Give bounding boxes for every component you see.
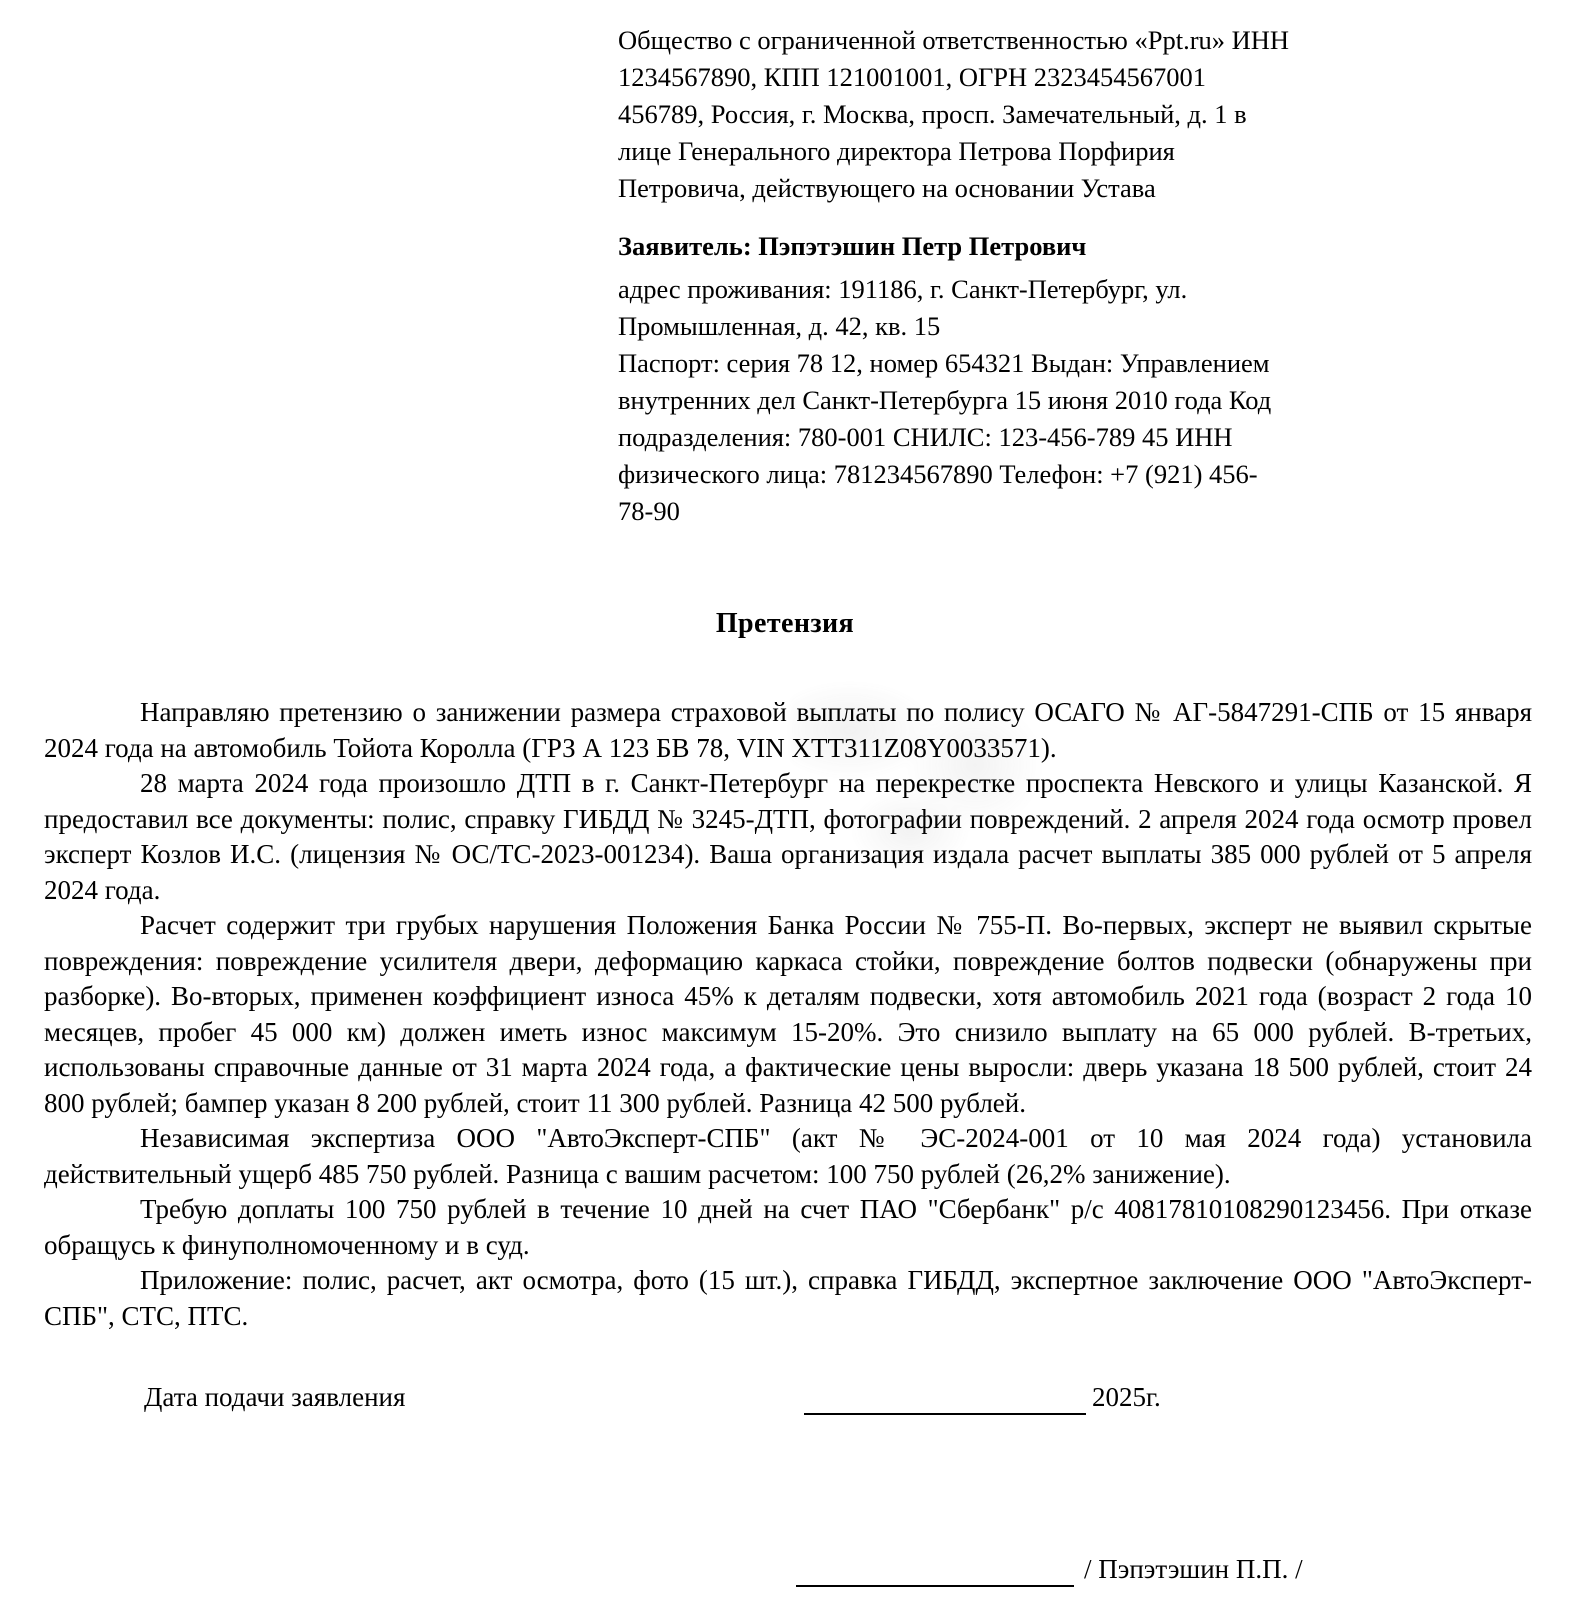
- applicant-passport-line-4: физического лица: 781234567890 Телефон: +7 (921) 456-: [618, 459, 1258, 489]
- addressee-line-2: 1234567890, КПП 121001001, ОГРН 2323454567001: [618, 62, 1207, 92]
- applicant-address-line-2: Промышленная, д. 42, кв. 15: [618, 311, 941, 341]
- date-label: Дата подачи заявления: [144, 1382, 406, 1412]
- signature-spacer: [44, 1432, 1532, 1550]
- addressee-line-4: лице Генерального директора Петрова Порфирия: [618, 136, 1175, 166]
- signature-row: [44, 1550, 1532, 1602]
- signer-name: / Пэпэтэшин П.П. /: [1084, 1554, 1303, 1584]
- applicant-passport-line-2: внутренних дел Санкт-Петербурга 15 июня 2010 года Код: [618, 385, 1272, 415]
- applicant-passport-line-3: подразделения: 780-001 СНИЛС: 123-456-789 45 ИНН: [618, 422, 1233, 452]
- date-row: [44, 1380, 1532, 1432]
- page-title: Претензия: [715, 608, 855, 639]
- applicant-address-line-1: адрес проживания: 191186, г. Санкт-Петербург, ул.: [618, 274, 1188, 304]
- applicant-block: [618, 228, 1318, 530]
- date-entry-line[interactable]: [804, 1412, 1086, 1415]
- body-paragraph-3: Расчет содержит три грубых нарушения Положения Банка России № 755-П. Во-первых, эксперт не выявил скрытые повреждения: повреждение усилителя двери, деформацию каркаса стойки, повреждение болтов подвески (обнаружены при разборке). Во-вторых, применен коэффициент износа 45% к деталям подвески, хотя автомобиль 2021 года (возраст 2 года 10 месяцев, пробег 45 000 км) должен иметь износ максимум 15-20%. Это снизило выплату на 65 000 рублей. В-третьих, использованы справочные данные от 31 марта 2024 года, а фактические цены выросли: дверь указана 18 500 рублей, стоит 24 800 рублей; бампер указан 8 200 рублей, стоит 11 300 рублей. Разница 42 500 рублей.: [44, 910, 1532, 1118]
- applicant-passport-line-1: Паспорт: серия 78 12, номер 654321 Выдан: Управлением: [618, 348, 1270, 378]
- signature-entry-line[interactable]: [796, 1584, 1074, 1587]
- body-paragraph-1: Направляю претензию о занижении размера страховой выплаты по полису ОСАГО № АГ-5847291-СПБ от 15 января 2024 года на автомобиль Тойота Королла (ГРЗ А 123 БВ 78, VIN XTT311Z08Y0033571).: [44, 697, 1532, 763]
- addressee-block: [618, 22, 1318, 207]
- addressee-line-3: 456789, Россия, г. Москва, просп. Замечательный, д. 1 в: [618, 99, 1247, 129]
- date-year-suffix: 2025г.: [1092, 1382, 1161, 1412]
- applicant-heading: Заявитель: Пэпэтэшин Петр Петрович: [618, 231, 1087, 261]
- body-paragraph-6: Приложение: полис, расчет, акт осмотра, фото (15 шт.), справка ГИБДД, экспертное заключение ООО "АвтоЭксперт-СПБ", СТС, ПТС.: [44, 1265, 1532, 1331]
- body-paragraph-4: Независимая экспертиза ООО "АвтоЭксперт-СПБ" (акт № ЭС-2024-001 от 10 мая 2024 года) установила действительный ущерб 485 750 рублей. Разница с вашим расчетом: 100 750 рублей (26,2% занижение).: [44, 1123, 1532, 1189]
- body-paragraph-5: Требую доплаты 100 750 рублей в течение 10 дней на счет ПАО "Сбербанк" р/с 40817810108290123456. При отказе обращусь к финуполномоченному и в суд.: [44, 1194, 1532, 1260]
- addressee-line-1: Общество с ограниченной ответственностью «Ppt.ru» ИНН: [618, 25, 1290, 55]
- signature-area: [44, 1380, 1532, 1602]
- document-body: [44, 695, 1532, 1334]
- addressee-line-5: Петровича, действующего на основании Устава: [618, 173, 1156, 203]
- applicant-passport-line-5: 78-90: [618, 496, 680, 526]
- body-paragraph-2: 28 марта 2024 года произошло ДТП в г. Санкт-Петербург на перекрестке проспекта Невского и улицы Казанской. Я предоставил все документы: полис, справку ГИБДД № 3245-ДТП, фотографии повреждений. 2 апреля 2024 года осмотр провел эксперт Козлов И.С. (лицензия № ОС/ТС-2023-001234). Ваша организация издала расчет выплаты 385 000 рублей от 5 апреля 2024 года.: [44, 768, 1532, 905]
